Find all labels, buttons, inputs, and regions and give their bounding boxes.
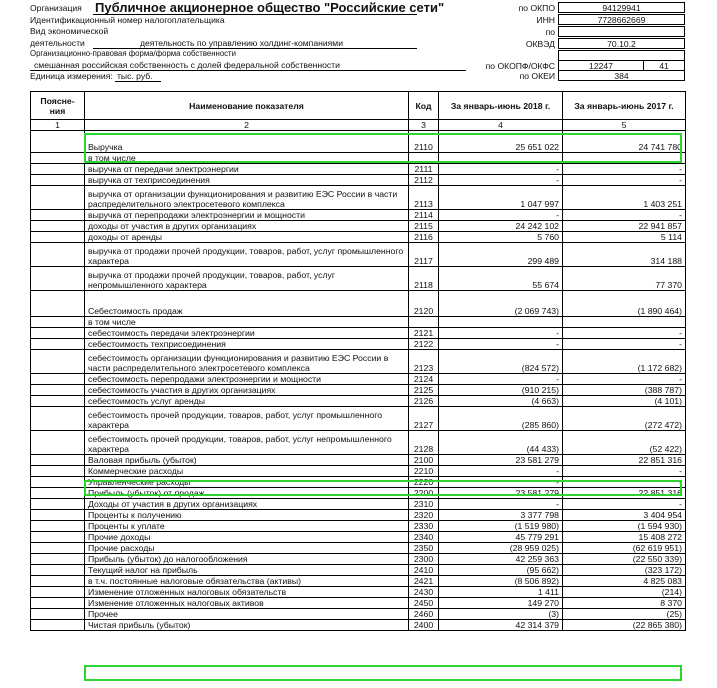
- table-row: [31, 576, 686, 587]
- table-row: [31, 175, 686, 186]
- legal-form-value: смешанная российская собственность с долей федеральной собственности: [34, 60, 340, 70]
- code-cell: 2340: [409, 532, 439, 543]
- code-cell: 2114: [409, 210, 439, 221]
- value-2018-cell: 23 581 279: [439, 455, 563, 466]
- value-2018-cell: -: [439, 210, 563, 221]
- code-cell: 2124: [409, 374, 439, 385]
- value-2017-cell: 22 851 316: [563, 455, 686, 466]
- code-cell: 2220: [409, 477, 439, 488]
- value-2017-cell: (1 172 682): [563, 350, 686, 374]
- value-2018-cell: 25 651 022: [439, 131, 563, 153]
- value-2018-cell: (824 572): [439, 350, 563, 374]
- column-number: 3: [409, 120, 439, 131]
- value-2018-cell: (8 506 892): [439, 576, 563, 587]
- table-row: [31, 243, 686, 267]
- value-2018-cell: 42 314 379: [439, 620, 563, 631]
- indicator-name-cell: Управленческие расходы: [85, 477, 409, 488]
- code-cell: 2410: [409, 565, 439, 576]
- code-cell: 2121: [409, 328, 439, 339]
- value-2017-cell: (52 422): [563, 431, 686, 455]
- header-period-2018: За январь-июнь 2018 г.: [439, 92, 563, 120]
- value-2018-cell: -: [439, 175, 563, 186]
- inn-label: Идентификационный номер налогоплательщика: [30, 15, 225, 25]
- value-2018-cell: 42 259 363: [439, 554, 563, 565]
- value-2017-cell: -: [563, 477, 686, 488]
- indicator-name-cell: себестоимость прочей продукции, товаров, работ, услуг непромышленного характера: [85, 431, 409, 455]
- notes-cell: [31, 131, 85, 153]
- indicator-name-cell: себестоимость прочей продукции, товаров, работ, услуг промышленного характера: [85, 407, 409, 431]
- value-2017-cell: 22 851 316: [563, 488, 686, 499]
- indicator-name-cell: выручка от продажи прочей продукции, товаров, работ, услуг непромышленного характера: [85, 267, 409, 291]
- table-header-row: [31, 92, 686, 120]
- table-column-numbers-row: [31, 120, 686, 131]
- indicator-name-cell: выручка от техприсоединения: [85, 175, 409, 186]
- code-cell: 2450: [409, 598, 439, 609]
- value-2018-cell: 55 674: [439, 267, 563, 291]
- indicator-name-cell: доходы от аренды: [85, 232, 409, 243]
- value-2017-cell: (1 594 930): [563, 521, 686, 532]
- indicator-name-cell: выручка от продажи прочей продукции, товаров, работ, услуг промышленного характера: [85, 243, 409, 267]
- table-row: [31, 554, 686, 565]
- indicator-name-cell: Изменение отложенных налоговых активов: [85, 598, 409, 609]
- code-cell: 2421: [409, 576, 439, 587]
- value-2017-cell: -: [563, 466, 686, 477]
- table-row: [31, 477, 686, 488]
- value-2018-cell: -: [439, 374, 563, 385]
- value-2018-cell: (28 959 025): [439, 543, 563, 554]
- indicator-name-cell: Чистая прибыль (убыток): [85, 620, 409, 631]
- value-2017-cell: 4 825 083: [563, 576, 686, 587]
- notes-cell: [31, 317, 85, 328]
- column-number: 1: [31, 120, 85, 131]
- table-row: [31, 291, 686, 317]
- value-2018-cell: [439, 317, 563, 328]
- value-2018-cell: 5 760: [439, 232, 563, 243]
- notes-cell: [31, 598, 85, 609]
- value-2018-cell: (2 069 743): [439, 291, 563, 317]
- indicator-name-cell: в том числе: [85, 317, 409, 328]
- value-2017-cell: 5 114: [563, 232, 686, 243]
- code-cell: 2300: [409, 554, 439, 565]
- value-2018-cell: -: [439, 328, 563, 339]
- value-2017-cell: (22 550 339): [563, 554, 686, 565]
- okpo-label: по ОКПО: [518, 3, 555, 13]
- code-cell: 2120: [409, 291, 439, 317]
- notes-cell: [31, 232, 85, 243]
- report-header: [0, 0, 717, 84]
- table-row: [31, 609, 686, 620]
- code-cell: [409, 153, 439, 164]
- activity-value: деятельность по управлению холдинг-компаниями: [140, 38, 344, 48]
- notes-cell: [31, 396, 85, 407]
- code-cell: 2115: [409, 221, 439, 232]
- po-label: по: [545, 27, 555, 37]
- notes-cell: [31, 350, 85, 374]
- indicator-name-cell: Прибыль (убыток) от продаж: [85, 488, 409, 499]
- table-row: [31, 374, 686, 385]
- value-2018-cell: 3 377 798: [439, 510, 563, 521]
- table-row: [31, 339, 686, 350]
- blank-code-box: [558, 26, 685, 37]
- legal-form-label: Организационно-правовая форма/форма собственности: [30, 49, 236, 58]
- table-row: [31, 499, 686, 510]
- value-2017-cell: -: [563, 175, 686, 186]
- value-2017-cell: 1 403 251: [563, 186, 686, 210]
- code-cell: 2113: [409, 186, 439, 210]
- value-2018-cell: (95 662): [439, 565, 563, 576]
- okei-label: по ОКЕИ: [519, 71, 555, 81]
- indicator-name-cell: Текущий налог на прибыль: [85, 565, 409, 576]
- code-cell: 2112: [409, 175, 439, 186]
- indicator-name-cell: себестоимость передачи электроэнергии: [85, 328, 409, 339]
- column-number: 2: [85, 120, 409, 131]
- indicator-name-cell: Валовая прибыль (убыток): [85, 455, 409, 466]
- code-cell: 2350: [409, 543, 439, 554]
- table-row: [31, 488, 686, 499]
- indicator-name-cell: Прочие расходы: [85, 543, 409, 554]
- notes-cell: [31, 455, 85, 466]
- notes-cell: [31, 339, 85, 350]
- value-2018-cell: -: [439, 499, 563, 510]
- okved-label: ОКВЭД: [525, 39, 555, 49]
- notes-cell: [31, 521, 85, 532]
- notes-cell: [31, 291, 85, 317]
- okopf-value: 12247: [589, 61, 613, 71]
- table-row: [31, 565, 686, 576]
- notes-cell: [31, 407, 85, 431]
- value-2017-cell: (1 890 464): [563, 291, 686, 317]
- notes-cell: [31, 587, 85, 598]
- indicator-name-cell: Доходы от участия в других организациях: [85, 499, 409, 510]
- value-2017-cell: (272 472): [563, 407, 686, 431]
- value-2018-cell: [439, 153, 563, 164]
- table-row: [31, 510, 686, 521]
- value-2017-cell: [563, 317, 686, 328]
- notes-cell: [31, 510, 85, 521]
- value-2017-cell: -: [563, 164, 686, 175]
- indicator-name-cell: выручка от перепродажи электроэнергии и мощности: [85, 210, 409, 221]
- table-row: [31, 328, 686, 339]
- notes-cell: [31, 153, 85, 164]
- value-2018-cell: 23 581 279: [439, 488, 563, 499]
- notes-cell: [31, 532, 85, 543]
- value-2017-cell: 3 404 954: [563, 510, 686, 521]
- indicator-name-cell: в том числе: [85, 153, 409, 164]
- value-2017-cell: -: [563, 374, 686, 385]
- indicator-name-cell: себестоимость перепродажи электроэнергии и мощности: [85, 374, 409, 385]
- code-cell: 2310: [409, 499, 439, 510]
- indicator-name-cell: Прибыль (убыток) до налогообложения: [85, 554, 409, 565]
- table-row: [31, 431, 686, 455]
- value-2017-cell: (22 865 380): [563, 620, 686, 631]
- notes-cell: [31, 466, 85, 477]
- table-row: [31, 543, 686, 554]
- table-row: [31, 455, 686, 466]
- value-2017-cell: (4 101): [563, 396, 686, 407]
- notes-cell: [31, 576, 85, 587]
- okved-value: 70.10.2: [558, 38, 685, 49]
- notes-cell: [31, 267, 85, 291]
- notes-cell: [31, 543, 85, 554]
- value-2017-cell: (214): [563, 587, 686, 598]
- notes-cell: [31, 565, 85, 576]
- value-2018-cell: -: [439, 164, 563, 175]
- indicator-name-cell: Прочее: [85, 609, 409, 620]
- table-row: [31, 598, 686, 609]
- financial-results-table: [30, 91, 686, 631]
- indicator-name-cell: выручка от передачи электроэнергии: [85, 164, 409, 175]
- indicator-name-cell: себестоимость организации функционирования и развитию ЕЭС России в части распределительного электросетевого комплекса: [85, 350, 409, 374]
- code-cell: 2126: [409, 396, 439, 407]
- notes-cell: [31, 164, 85, 175]
- table-row: [31, 210, 686, 221]
- code-cell: 2128: [409, 431, 439, 455]
- highlight-net-profit: [84, 665, 682, 681]
- notes-cell: [31, 431, 85, 455]
- notes-cell: [31, 488, 85, 499]
- value-2018-cell: (1 519 980): [439, 521, 563, 532]
- notes-cell: [31, 175, 85, 186]
- value-2018-cell: 24 242 102: [439, 221, 563, 232]
- indicator-name-cell: Прочие доходы: [85, 532, 409, 543]
- notes-cell: [31, 499, 85, 510]
- org-label: Организация: [30, 3, 82, 13]
- org-name: Публичное акционерное общество "Российские сети": [95, 0, 445, 15]
- value-2017-cell: -: [563, 328, 686, 339]
- value-2018-cell: 1 411: [439, 587, 563, 598]
- table-row: [31, 532, 686, 543]
- table-row: [31, 131, 686, 153]
- indicator-name-cell: себестоимость участия в других организациях: [85, 385, 409, 396]
- code-cell: 2123: [409, 350, 439, 374]
- table-row: [31, 587, 686, 598]
- notes-cell: [31, 374, 85, 385]
- value-2018-cell: 299 489: [439, 243, 563, 267]
- value-2017-cell: [563, 153, 686, 164]
- code-cell: 2127: [409, 407, 439, 431]
- column-number: 5: [563, 120, 686, 131]
- notes-cell: [31, 243, 85, 267]
- indicator-name-cell: Проценты к уплате: [85, 521, 409, 532]
- value-2018-cell: -: [439, 339, 563, 350]
- value-2017-cell: (25): [563, 609, 686, 620]
- code-cell: 2116: [409, 232, 439, 243]
- okei-value: 384: [558, 70, 685, 81]
- code-cell: 2210: [409, 466, 439, 477]
- header-period-2017: За январь-июнь 2017 г.: [563, 92, 686, 120]
- indicator-name-cell: доходы от участия в других организациях: [85, 221, 409, 232]
- value-2018-cell: (285 860): [439, 407, 563, 431]
- header-code: Код: [409, 92, 439, 120]
- code-cell: [409, 317, 439, 328]
- notes-cell: [31, 609, 85, 620]
- value-2018-cell: (3): [439, 609, 563, 620]
- okpo-value: 94129941: [558, 2, 685, 13]
- notes-cell: [31, 385, 85, 396]
- value-2017-cell: -: [563, 339, 686, 350]
- code-cell: 2110: [409, 131, 439, 153]
- value-2017-cell: -: [563, 499, 686, 510]
- table-row: [31, 317, 686, 328]
- unit-label: Единица измерения:: [30, 71, 113, 81]
- table-row: [31, 620, 686, 631]
- code-cell: 2100: [409, 455, 439, 466]
- notes-cell: [31, 554, 85, 565]
- value-2017-cell: 24 741 780: [563, 131, 686, 153]
- value-2017-cell: (62 619 951): [563, 543, 686, 554]
- value-2018-cell: 149 270: [439, 598, 563, 609]
- header-notes: Поясне-ния: [31, 92, 85, 120]
- activity-label-1: Вид экономической: [30, 26, 109, 36]
- code-cell: 2118: [409, 267, 439, 291]
- header-indicator-name: Наименование показателя: [85, 92, 409, 120]
- value-2018-cell: (4 663): [439, 396, 563, 407]
- value-2018-cell: -: [439, 466, 563, 477]
- table-row: [31, 267, 686, 291]
- okopf-label: по ОКОПФ/ОКФС: [485, 61, 555, 71]
- value-2018-cell: -: [439, 477, 563, 488]
- table-row: [31, 232, 686, 243]
- table-row: [31, 521, 686, 532]
- value-2018-cell: (910 215): [439, 385, 563, 396]
- value-2017-cell: (323 172): [563, 565, 686, 576]
- value-2018-cell: (44 433): [439, 431, 563, 455]
- notes-cell: [31, 221, 85, 232]
- notes-cell: [31, 328, 85, 339]
- notes-cell: [31, 210, 85, 221]
- indicator-name-cell: Проценты к получению: [85, 510, 409, 521]
- table-row: [31, 164, 686, 175]
- value-2017-cell: 314 188: [563, 243, 686, 267]
- code-cell: 2430: [409, 587, 439, 598]
- code-cell: 2122: [409, 339, 439, 350]
- inn-value: 7728662669: [558, 14, 685, 25]
- indicator-name-cell: Коммерческие расходы: [85, 466, 409, 477]
- indicator-name-cell: себестоимость техприсоединения: [85, 339, 409, 350]
- code-cell: 2117: [409, 243, 439, 267]
- inn-code-label: ИНН: [536, 15, 555, 25]
- value-2018-cell: 45 779 291: [439, 532, 563, 543]
- indicator-name-cell: Выручка: [85, 131, 409, 153]
- indicator-name-cell: в т.ч. постоянные налоговые обязательства (активы): [85, 576, 409, 587]
- column-number: 4: [439, 120, 563, 131]
- code-cell: 2400: [409, 620, 439, 631]
- notes-cell: [31, 477, 85, 488]
- table-row: [31, 407, 686, 431]
- value-2018-cell: 1 047 997: [439, 186, 563, 210]
- value-2017-cell: -: [563, 210, 686, 221]
- code-cell: 2330: [409, 521, 439, 532]
- notes-cell: [31, 186, 85, 210]
- code-cell: 2460: [409, 609, 439, 620]
- table-row: [31, 396, 686, 407]
- code-cell: 2111: [409, 164, 439, 175]
- code-cell: 2200: [409, 488, 439, 499]
- table-row: [31, 221, 686, 232]
- value-2017-cell: 15 408 272: [563, 532, 686, 543]
- table-row: [31, 350, 686, 374]
- indicator-name-cell: выручка от организации функционирования и развитию ЕЭС России в части распределительного электросетевого комплекса: [85, 186, 409, 210]
- unit-value: тыс. руб.: [117, 71, 153, 81]
- table-row: [31, 186, 686, 210]
- value-2017-cell: 8 370: [563, 598, 686, 609]
- indicator-name-cell: Себестоимость продаж: [85, 291, 409, 317]
- value-2017-cell: (388 787): [563, 385, 686, 396]
- okfs-value: 41: [659, 61, 669, 71]
- indicator-name-cell: себестоимость услуг аренды: [85, 396, 409, 407]
- table-row: [31, 466, 686, 477]
- code-cell: 2320: [409, 510, 439, 521]
- activity-label-2: деятельности: [30, 38, 85, 48]
- value-2017-cell: 22 941 857: [563, 221, 686, 232]
- notes-cell: [31, 620, 85, 631]
- value-2017-cell: 77 370: [563, 267, 686, 291]
- table-row: [31, 153, 686, 164]
- table-row: [31, 385, 686, 396]
- code-cell: 2125: [409, 385, 439, 396]
- indicator-name-cell: Изменение отложенных налоговых обязательств: [85, 587, 409, 598]
